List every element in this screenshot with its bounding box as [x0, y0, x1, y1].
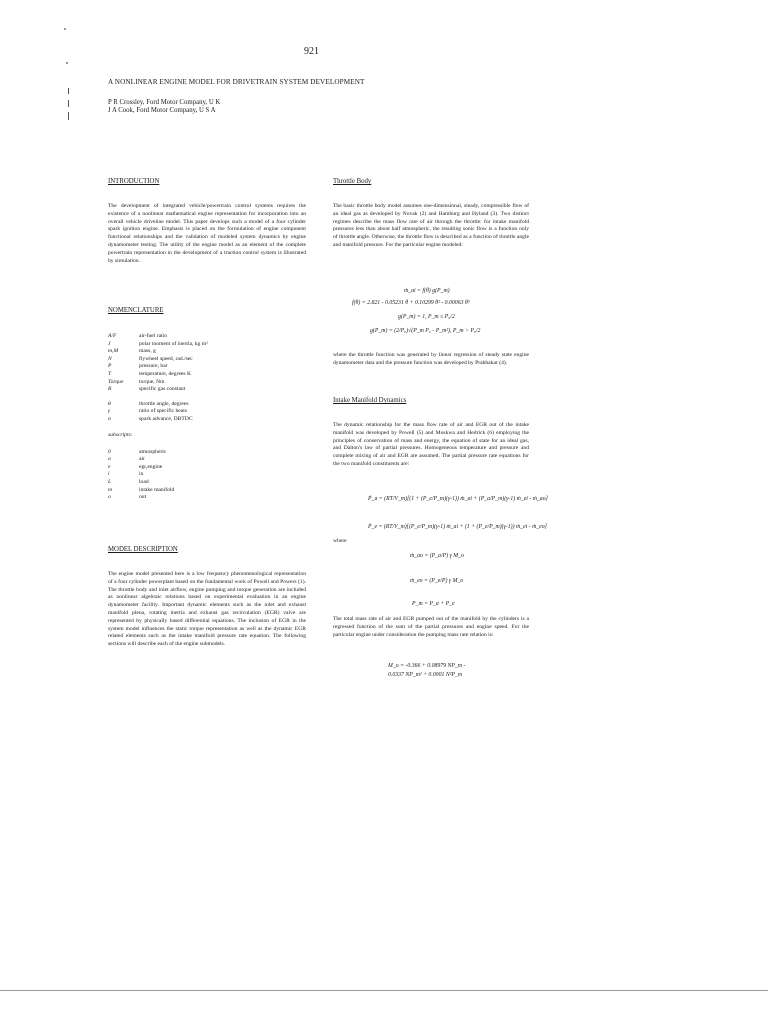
- section-heading-model-description: MODEL DESCRIPTION: [108, 546, 178, 553]
- scan-speck: [64, 28, 66, 30]
- paper-title: A NONLINEAR ENGINE MODEL FOR DRIVETRAIN SYSTEM DEVELOPMENT: [108, 78, 365, 86]
- author-line: P R Crossley, Ford Motor Company, U K: [108, 99, 221, 106]
- subscript-row: [108, 494, 308, 502]
- section-heading-introduction: INTRODUCTION: [108, 178, 160, 185]
- subscript-row: [108, 479, 308, 487]
- equation-pumping-rate-line1: M_o = -0.366 + 0.08979 NP_m -: [388, 663, 466, 669]
- subscript-symbol: a: [108, 456, 111, 463]
- nomenclature-symbol: N: [108, 355, 112, 362]
- subscript-description: load: [139, 478, 149, 485]
- equation-pressure-function-subsonic: g(P_m) = (2/P₀)√(P_m P₀ - P_m²), P_m > P₀/2: [370, 328, 481, 334]
- nomenclature-symbol: A/F: [108, 333, 117, 339]
- nomenclature-description: polar moment of inertia, kg m²: [139, 340, 208, 347]
- nomenclature-symbol: P: [108, 363, 112, 370]
- nomenclature-description: specific gas constant: [139, 386, 186, 393]
- nomenclature-row: [108, 363, 308, 371]
- nomenclature-description: torque, Nm: [139, 378, 165, 385]
- subscript-symbol: L: [108, 478, 112, 485]
- equation-throttle-flow: ṁ_ai = f(θ) g(P_m): [404, 288, 450, 294]
- nomenclature-symbol: m,M: [108, 348, 119, 355]
- nomenclature-row: [108, 371, 308, 379]
- author-line: J A Cook, Ford Motor Company, U S A: [108, 107, 216, 114]
- introduction-paragraph: The development of integrated vehicle/powertrain control systems requires the existence of a nonlinear mathematical engine representation for incorporation into an overall vehicle driveline model. This paper develops such a model of a four cylinder spark ignition engine. Emphasis is placed on the formulation of engine component functional relationships and the validation of modeled system dynamics by engine dynamometer testing. The utility of the engine model as an element of the complete powertrain representation in the development of a traction control system is illustrated by simulation.: [108, 203, 306, 264]
- subscript-symbol: 0: [108, 448, 111, 455]
- section-heading-nomenclature: NOMENCLATURE: [108, 307, 164, 314]
- nomenclature-symbol: T: [108, 370, 112, 377]
- subscript-row: [108, 456, 308, 464]
- intake-manifold-paragraph: The dynamic relationship for the mass flow rate of air and EGR out of the intake manifold was developed by Powell (5) and Moskwa and Hedrick (6) employing the principles of conservation of mass and energy, the equation of state for an ideal gas, and Dalton's law of partial pressures. Homogeneous temperature and pressure and complete mixing of air and EGR are assumed. The partial pressure rate equations for the two manifold constituents are:: [333, 422, 529, 467]
- nomenclature-description: ratio of specific heats: [139, 408, 187, 415]
- equation-manifold-pressure-sum: P_m = P_a + P_e: [412, 601, 455, 607]
- equation-throttle-function: f(θ) = 2.821 - 0.05231 θ + 0.10299 θ² - 0.00063 θ³: [352, 300, 470, 306]
- subscript-symbol: m: [108, 486, 113, 493]
- subscript-description: in: [139, 471, 144, 478]
- nomenclature-row: [108, 401, 308, 409]
- section-heading-intake-manifold: Intake Manifold Dynamics: [333, 397, 407, 404]
- pumping-rate-paragraph: The total mass rate of air and EGR pumped out of the manifold by the cylinders is a regressed function of the sum of the partial pressures and engine speed. For the particular engine under consideration the pumping mass rate relation is:: [333, 616, 529, 638]
- nomenclature-row: [108, 341, 308, 349]
- model-description-paragraph: The engine model presented here is a low frequency phenomenological representation of a four cylinder powerplant based on the fundamental work of Powell and Powers (1). The throttle body and inlet airflow, engine pumping and torque generation are included as nonlinear algebraic relations based on experimental evaluation in an engine dynamometer facility. Important dynamic elements such as the inlet and exhaust manifold plena, rotating inertia and exhaust gas recirculation (EGR) valve are represented by physically based differential equations. The inclusion of EGR in the system model influences the static torque representation as well as the dynamic EGR related elements such as the intake manifold pressure rate equation. The following sections will describe each of the engine submodels.: [108, 571, 306, 648]
- equation-air-mass-out: ṁ_ao = (P_a/P) γ M_o: [410, 553, 464, 559]
- margin-mark: [68, 88, 69, 94]
- equation-pumping-rate-line2: 0.0337 NP_m² + 0.0001 N²P_m: [388, 672, 463, 678]
- nomenclature-row: [108, 333, 308, 341]
- throttle-body-paragraph: The basic throttle body model assumes one-dimensional, steady, compressible flow of an ideal gas as developed by Novak (2) and Hamburg and Hyland (3). Two distinct regimes describe the mass flow rate of air through the throttle: for intake manifold pressures less than about half atmospheric, the resulting sonic flow is a function only of throttle angle. Otherwise, the throttle flow is described as a function of throttle angle and manifold pressure. For the particular engine modeled:: [333, 203, 529, 248]
- nomenclature-symbol: γ: [108, 408, 111, 415]
- nomenclature-symbol: Torque: [108, 378, 124, 385]
- page-number: 921: [304, 46, 319, 57]
- throttle-regression-paragraph: where the throttle function was generated by linear regression of steady state engine dynamometer data and the pressure function was developed by Prabhakar (4).: [333, 352, 529, 366]
- nomenclature-row: [108, 356, 308, 364]
- subscripts-label: subscripts:: [108, 431, 133, 438]
- subscript-row: [108, 449, 308, 457]
- nomenclature-symbol: θ: [108, 400, 111, 407]
- equation-egr-pressure-rate: Ṗ_e = (RT/V_m)[(P_e/P_m)(γ-1) ṁ_ai + (1 + (P_e/P_m)(γ-1)) ṁ_ei - ṁ_eo]: [368, 524, 547, 530]
- subscript-row: [108, 487, 308, 495]
- nomenclature-description: temperature, degrees K: [139, 370, 192, 377]
- subscript-description: intake manifold: [139, 486, 175, 493]
- subscript-symbol: o: [108, 494, 111, 501]
- subscript-symbol: e: [108, 463, 111, 470]
- nomenclature-row: [108, 386, 308, 394]
- nomenclature-description: throttle angle, degrees: [139, 400, 189, 407]
- section-heading-throttle-body: Throttle Body: [333, 178, 372, 185]
- scan-edge-line: [0, 990, 768, 991]
- subscript-row: [108, 471, 308, 479]
- nomenclature-row: [108, 416, 308, 424]
- where-label: where: [333, 538, 347, 544]
- nomenclature-description: air-fuel ratio: [139, 333, 167, 339]
- nomenclature-row: [108, 379, 308, 387]
- subscript-description: air: [139, 456, 145, 463]
- nomenclature-symbol: σ: [108, 415, 111, 422]
- nomenclature-list: [108, 333, 308, 502]
- nomenclature-description: mass, g: [139, 348, 156, 355]
- subscript-row: [108, 464, 308, 472]
- nomenclature-symbol: J: [108, 340, 111, 347]
- nomenclature-row: [108, 348, 308, 356]
- nomenclature-row: [108, 408, 308, 416]
- nomenclature-symbol: R: [108, 386, 112, 393]
- subscript-symbol: i: [108, 471, 110, 478]
- nomenclature-description: flywheel speed, rad./sec: [139, 355, 193, 362]
- equation-pressure-function-sonic: g(P_m) = 1, P_m ≤ P₀/2: [398, 314, 455, 320]
- subscript-description: egr,engine: [139, 463, 163, 470]
- margin-mark: [68, 100, 69, 107]
- nomenclature-description: pressure, bar: [139, 363, 168, 370]
- subscript-description: atmospheric: [139, 448, 167, 455]
- author-list: [108, 99, 220, 115]
- nomenclature-description: spark advance, DBTDC: [139, 415, 193, 422]
- margin-mark: [68, 112, 69, 120]
- equation-egr-mass-out: ṁ_eo = (P_e/P) γ M_o: [410, 578, 464, 584]
- scan-speck: [66, 62, 68, 64]
- subscript-description: out: [139, 494, 147, 501]
- equation-air-pressure-rate: Ṗ_a = (RT/V_m)[(1 + (P_e/P_m)(γ-1)) ṁ_ai + (P_a/P_m)(γ-1) ṁ_ei - ṁ_ao]: [368, 496, 548, 502]
